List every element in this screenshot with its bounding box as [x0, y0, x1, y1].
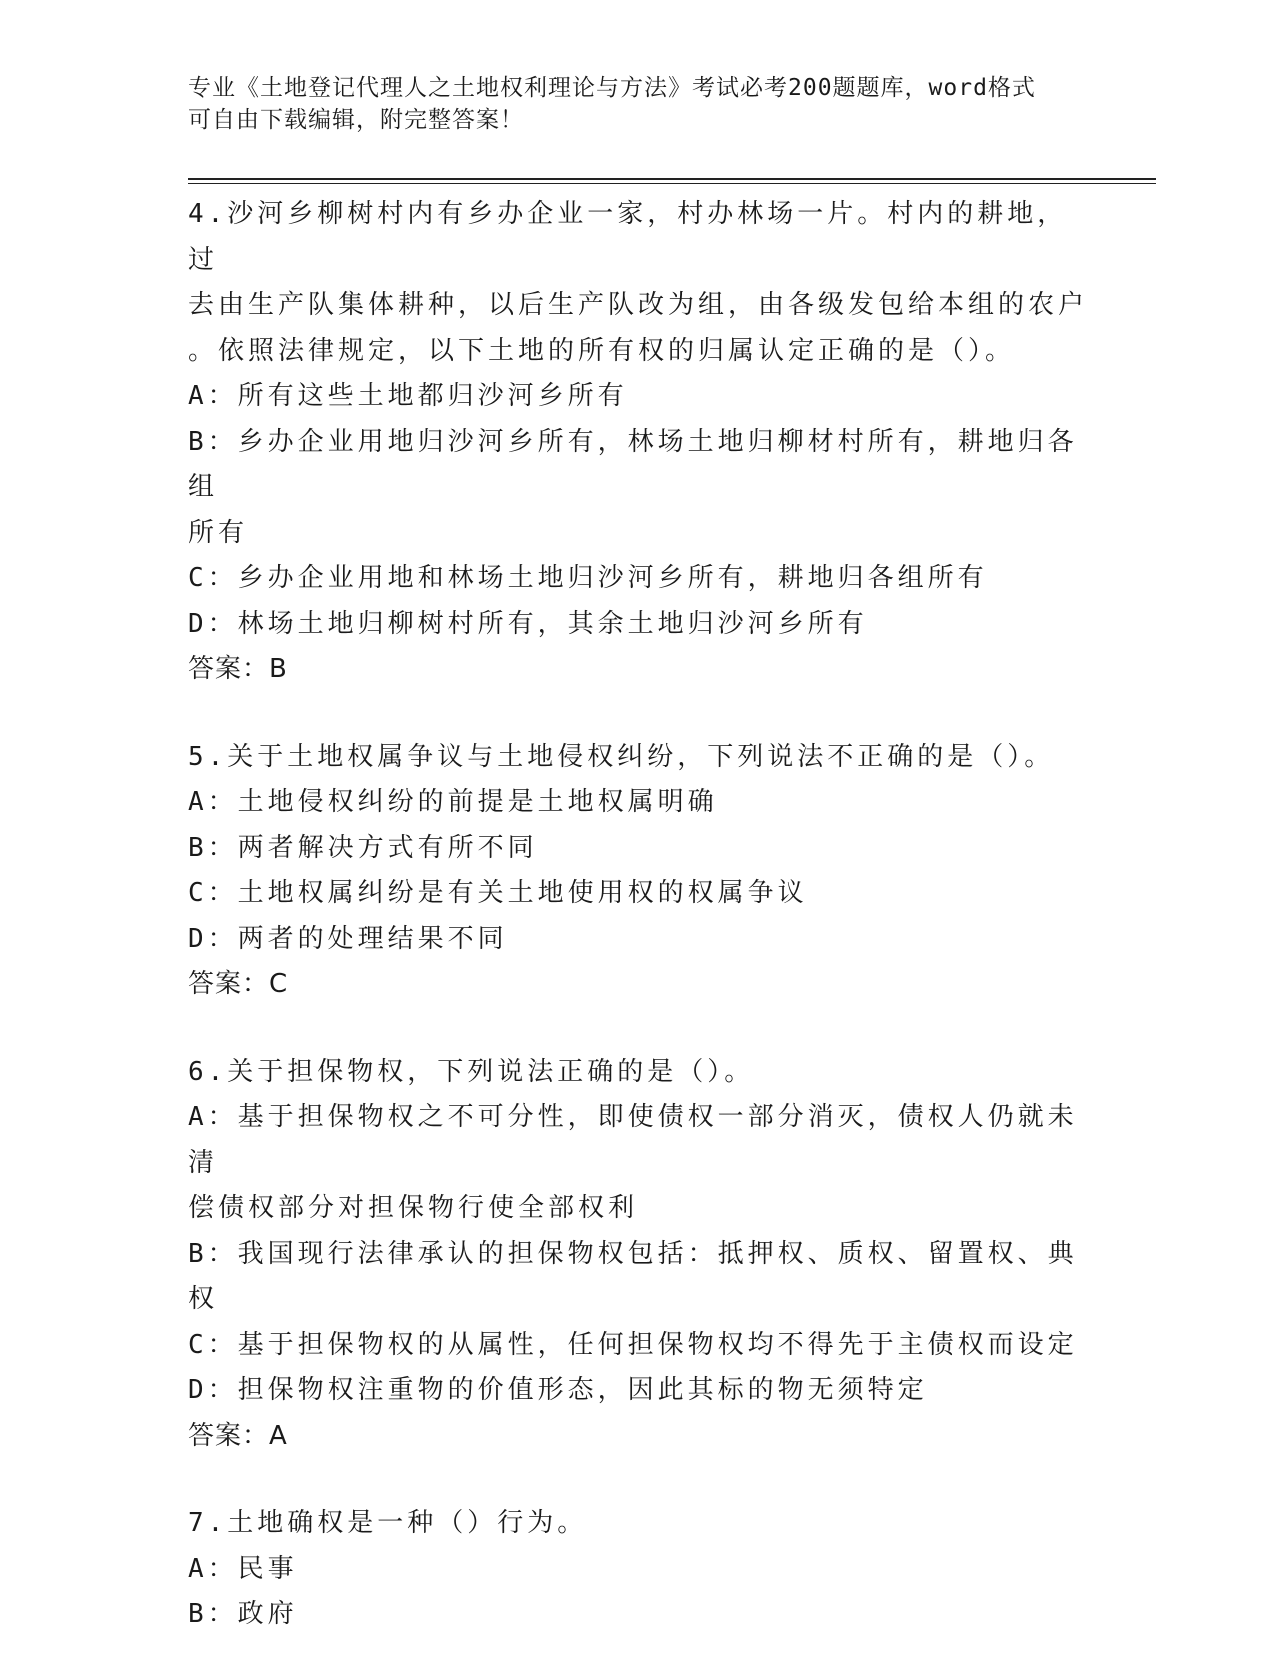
option-a: A：土地侵权纠纷的前提是土地权属明确 — [188, 787, 718, 817]
option-b-continued: 所有 — [188, 517, 249, 548]
question-stem-line: 去由生产队集体耕种，以后生产队改为组，由各级发包给本组的农户 — [188, 290, 1089, 320]
option-a: A：所有这些土地都归沙河乡所有 — [188, 381, 628, 411]
option-b: B：两者解决方式有所不同 — [188, 832, 538, 863]
question-list — [188, 192, 1088, 1680]
option-b: B：政府 — [188, 1599, 298, 1629]
option-c: C：基于担保物权的从属性，任何担保物权均不得先于主债权而设定 — [188, 1329, 1078, 1360]
question-stem-line: 4.沙河乡柳树村内有乡办企业一家，村办林场一片。村内的耕地，过 — [188, 199, 1068, 275]
answer-key: 答案：B — [188, 654, 288, 684]
option-d: D：担保物权注重物的价值形态，因此其标的物无须特定 — [188, 1375, 928, 1405]
document-header — [188, 72, 1088, 136]
option-a: A：基于担保物权之不可分性，即使债权一部分消灭，债权人仍就未清 — [188, 1102, 1078, 1178]
question-6 — [188, 1050, 1088, 1460]
header-divider-thick — [188, 178, 1156, 180]
option-d: D：林场土地归柳树村所有，其余土地归沙河乡所有 — [188, 608, 868, 639]
question-stem-line: 6.关于担保物权，下列说法正确的是（）。 — [188, 1056, 755, 1087]
option-a-continued: 偿债权部分对担保物行使全部权利 — [188, 1193, 639, 1223]
option-c: C：乡办企业用地和林场土地归沙河乡所有，耕地归各组所有 — [188, 563, 988, 593]
question-stem-line: 。依照法律规定，以下土地的所有权的归属认定正确的是（）。 — [188, 335, 1016, 366]
header-divider-thin — [188, 183, 1156, 184]
question-stem-line: 5.关于土地权属争议与土地侵权纠纷，下列说法不正确的是（）。 — [188, 741, 1055, 772]
question-4 — [188, 192, 1088, 693]
option-d: D：两者的处理结果不同 — [188, 923, 508, 954]
option-c: C：土地权属纠纷是有关土地使用权的权属争议 — [188, 878, 808, 908]
option-a: A：民事 — [188, 1553, 298, 1584]
option-b: B：乡办企业用地归沙河乡所有，林场土地归柳材村所有，耕地归各组 — [188, 426, 1078, 502]
question-5 — [188, 735, 1088, 1008]
answer-key: 答案：A — [188, 1420, 288, 1451]
header-line-2: 可自由下载编辑，附完整答案！ — [188, 107, 524, 133]
option-b: B：我国现行法律承认的担保物权包括：抵押权、质权、留置权、典权 — [188, 1238, 1078, 1314]
question-stem-line: 7.土地确权是一种（）行为。 — [188, 1508, 588, 1538]
question-7 — [188, 1501, 1088, 1638]
answer-key: 答案：C — [188, 969, 289, 999]
header-line-1: 专业《土地登记代理人之土地权利理论与方法》考试必考200题题库，word格式 — [188, 75, 1036, 101]
